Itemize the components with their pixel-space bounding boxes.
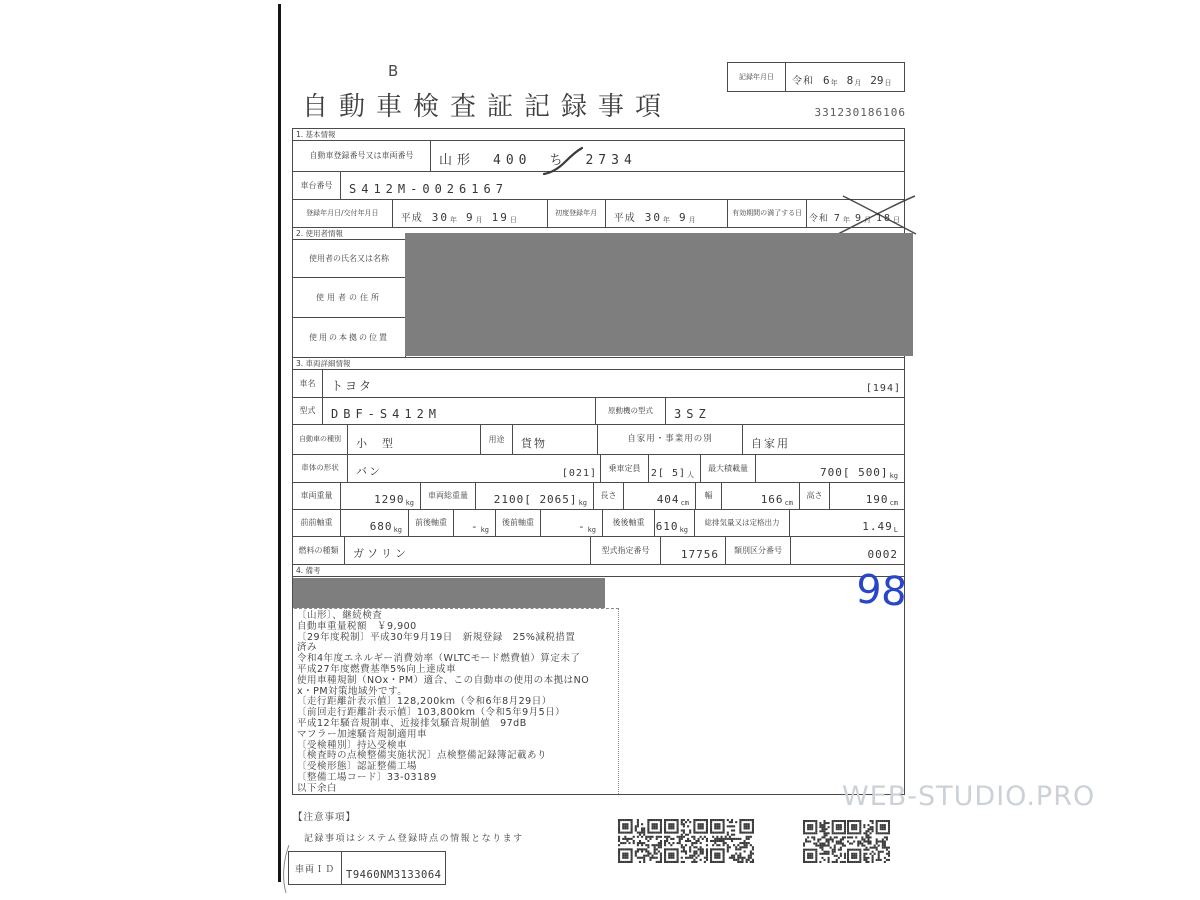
remarks-text-block [294, 608, 619, 794]
section-basic-info-header: 1. 基本情報 [292, 128, 905, 141]
gross-weight-value: 2100[ 2065] [493, 493, 578, 506]
height-value: 190 [865, 493, 889, 506]
year-unit: 年 [842, 216, 850, 224]
notice-text: 記録事項はシステム登録時点の情報となります [304, 834, 524, 844]
document-number: 331230186106 [814, 106, 906, 119]
day-unit: 日 [884, 79, 892, 87]
section-remarks-header: 4. 備考 [292, 564, 905, 577]
axle-rear-front-cell [541, 510, 603, 536]
b-mark: B [388, 62, 399, 80]
redaction-box-remarks [293, 578, 605, 608]
remarks-line: x・PM対策地域外です。 [297, 685, 408, 697]
axle-rear-front-value: - [577, 520, 587, 533]
record-date-year: 6 [823, 74, 830, 87]
vehicle-weight-value: 1290 [374, 493, 405, 506]
remarks-line: 〔山形〕、継続検査 [297, 610, 383, 621]
width-value: 166 [760, 493, 784, 506]
first-reg-month: 9 [679, 211, 688, 224]
vehicle-id-label: 車両ＩＤ [289, 852, 342, 884]
remarks-line: マフラー加速騒音規制適用車 [297, 728, 428, 740]
weight-dimensions-row [292, 482, 905, 510]
displacement-label: 総排気量又は定格出力 [695, 510, 790, 536]
height-cell [830, 483, 904, 509]
remarks-line: 自動車重量税額 ￥9,900 [297, 620, 417, 632]
expiry-era: 令和 [808, 214, 829, 224]
registration-date-value [393, 200, 548, 227]
axle-front-rear-value: - [470, 520, 480, 533]
record-date-day: 29 [870, 74, 884, 87]
width-label: 幅 [696, 483, 722, 509]
cm-unit: cm [889, 499, 898, 507]
qr-code [710, 819, 754, 863]
scan-edge-line [278, 4, 281, 882]
class-number-value: 0002 [867, 548, 898, 561]
day-unit: 日 [509, 216, 517, 224]
month-unit: 月 [475, 216, 483, 224]
axle-weight-row [292, 509, 905, 537]
kg-unit: kg [393, 526, 402, 534]
first-reg-year: 30 [644, 211, 663, 224]
record-date-month: 8 [846, 74, 854, 87]
gross-weight-label: 車両総重量 [421, 483, 476, 509]
axle-front-front-value: 680 [369, 520, 393, 533]
vehicle-name-code: [194] [865, 383, 901, 394]
max-load-value: 700[ 500] [819, 466, 889, 479]
liter-unit: L [893, 526, 898, 534]
plate-number-label: 自動車登録番号又は車両番号 [293, 141, 431, 171]
kg-unit: kg [405, 499, 414, 507]
seating-capacity-value: 2[ 5] [650, 468, 686, 479]
type-designation-value: 17756 [661, 537, 726, 564]
plate-number-row [292, 140, 905, 172]
remarks-line: 〔受検形態〕認証整備工場 [297, 761, 418, 773]
chassis-number-row [292, 171, 905, 200]
qr-code [664, 819, 708, 863]
cm-unit: cm [680, 499, 689, 507]
remarks-line: 済み [297, 642, 318, 654]
body-shape-label: 車体の形状 [293, 455, 348, 482]
person-unit: 人 [687, 471, 694, 479]
remarks-line: 〔29年度税制〕平成30年9月19日 新規登録 25%減税措置 [297, 631, 576, 643]
seating-capacity-cell [649, 455, 701, 482]
axle-front-front-label: 前前軸重 [293, 510, 341, 536]
vehicle-category-label: 自動車の種別 [293, 425, 348, 454]
length-value: 404 [656, 493, 680, 506]
reg-date-year: 30 [431, 211, 449, 224]
section-vehicle-info-header: 3. 車両詳細情報 [292, 357, 905, 370]
base-location-label: 使用の本拠の位置 [293, 318, 406, 357]
vehicle-name-row [292, 369, 905, 398]
remarks-line: 使用車種規制（NOx・PM）適合、この自動車の使用の本拠はNO [297, 674, 590, 686]
record-date-label: 記録年月日 [728, 63, 786, 91]
qr-code [803, 820, 846, 863]
remarks-line: 〔検査時の点検整備実施状況〕点検整備記録簿記載あり [297, 750, 548, 762]
body-shape-row [292, 454, 905, 483]
axle-rear-front-label: 後前軸重 [496, 510, 541, 536]
user-address-label: 使用者の住所 [293, 278, 406, 317]
chassis-number-label: 車台番号 [293, 172, 341, 199]
axle-front-rear-label: 前後軸重 [409, 510, 454, 536]
axle-front-front-cell [341, 510, 409, 536]
vehicle-id-value: T9460NM3133064 [346, 869, 442, 881]
user-name-label: 使用者の氏名又は名称 [293, 240, 406, 277]
remarks-line: 以下余白 [297, 782, 338, 794]
year-unit: 年 [663, 216, 671, 224]
cm-unit: cm [784, 499, 793, 507]
vehicle-id-box [288, 851, 446, 885]
expiry-year: 7 [833, 213, 842, 224]
qr-code [847, 820, 890, 863]
scan-artifact-stroke [279, 843, 293, 895]
fuel-type-row [292, 536, 905, 565]
record-date-era: 令和 [792, 76, 814, 87]
vehicle-weight-label: 車両重量 [293, 483, 341, 509]
remarks-line: 平成12年騒音規制車、近接排気騒音規制値 97dB [297, 717, 527, 729]
gross-weight-cell [476, 483, 594, 509]
remarks-line: 平成27年度燃費基準5%向上達成車 [297, 663, 457, 675]
dates-row [292, 199, 905, 228]
first-reg-era: 平成 [613, 213, 636, 224]
displacement-cell [790, 510, 904, 536]
plate-number-value: 山形 400 ち 2734 [439, 153, 637, 168]
axle-rear-rear-value: 610 [655, 520, 679, 533]
handwritten-check-stroke [541, 145, 585, 177]
vehicle-name-value: トヨタ [331, 379, 374, 393]
private-business-value: 自家用 [751, 437, 790, 450]
first-registration-label: 初度登録年月 [548, 200, 606, 227]
use-value: 貨物 [513, 425, 598, 454]
remarks-line: 〔整備工場コード〕33-03189 [297, 771, 437, 783]
handwritten-note: 98 [854, 566, 909, 616]
class-number-label: 類別区分番号 [726, 537, 791, 564]
max-load-label: 最大積載量 [701, 455, 756, 482]
redaction-box-user-info [405, 233, 913, 356]
remarks-line: 〔受検種別〕持込受検車 [297, 739, 408, 751]
page-title: 自動車検査証記録事項 [302, 92, 673, 122]
notice-title: 【注意事項】 [293, 812, 357, 823]
month-unit: 月 [863, 216, 871, 224]
vehicle-category-value: 小 型 [348, 425, 481, 454]
body-shape-code: [021] [561, 468, 597, 479]
engine-model-label: 原動機の型式 [596, 398, 666, 424]
expiry-month: 9 [854, 213, 863, 224]
length-cell [624, 483, 696, 509]
model-row [292, 397, 905, 425]
kg-unit: kg [480, 526, 489, 534]
section-user-info-header: 2. 使用者情報 [292, 227, 905, 240]
remarks-line: 〔走行距離計表示値〕128,200km（令和6年8月29日） [297, 696, 552, 708]
reg-date-month: 9 [465, 211, 475, 224]
reg-date-era: 平成 [400, 213, 423, 224]
kg-unit: kg [578, 499, 587, 507]
axle-front-rear-cell [454, 510, 496, 536]
vehicle-weight-cell [341, 483, 421, 509]
kg-unit: kg [587, 526, 596, 534]
record-date-box [727, 62, 905, 92]
fuel-type-label: 燃料の種類 [293, 537, 345, 564]
private-business-label: 自家用・事業用の別 [598, 425, 743, 454]
type-designation-label: 型式指定番号 [591, 537, 661, 564]
seating-capacity-label: 乗車定員 [601, 455, 649, 482]
displacement-value: 1.49 [862, 520, 893, 533]
engine-model-value: 3SZ [674, 407, 711, 421]
expiry-date-label: 有効期間の満了する日 [728, 200, 807, 227]
use-label: 用途 [481, 425, 513, 454]
height-label: 高さ [800, 483, 830, 509]
watermark: WEB-STUDIO.PRO [842, 781, 1096, 812]
remarks-line: 令和4年度エネルギー消費効率（WLTCモード燃費値）算定未了 [297, 653, 581, 665]
axle-rear-rear-cell [655, 510, 695, 536]
length-label: 長さ [594, 483, 624, 509]
chassis-number-value: S412M-0026167 [349, 182, 508, 196]
vehicle-name-label: 車名 [293, 370, 323, 397]
year-unit: 年 [449, 216, 457, 224]
remarks-line: 〔前回走行距離計表示値〕103,800km（令和5年9月5日） [297, 707, 566, 719]
record-date-value [786, 63, 904, 91]
reg-date-day: 19 [491, 211, 509, 224]
max-load-cell [756, 455, 904, 482]
category-row [292, 424, 905, 455]
month-unit: 月 [854, 79, 862, 87]
qr-code [618, 819, 662, 863]
width-cell [722, 483, 800, 509]
kg-unit: kg [679, 526, 688, 534]
expiry-day: 18 [875, 213, 893, 224]
kg-unit: kg [889, 472, 898, 480]
body-shape-value: バン [356, 465, 382, 478]
year-unit: 年 [830, 79, 838, 87]
first-registration-value [606, 200, 729, 227]
axle-rear-rear-label: 後後軸重 [603, 510, 655, 536]
fuel-type-value: ガソリン [345, 537, 591, 564]
registration-date-label: 登録年月日/交付年月日 [293, 200, 393, 227]
day-unit: 日 [893, 216, 901, 224]
model-value: DBF-S412M [323, 398, 596, 424]
model-label: 型式 [293, 398, 323, 424]
month-unit: 月 [688, 216, 696, 224]
